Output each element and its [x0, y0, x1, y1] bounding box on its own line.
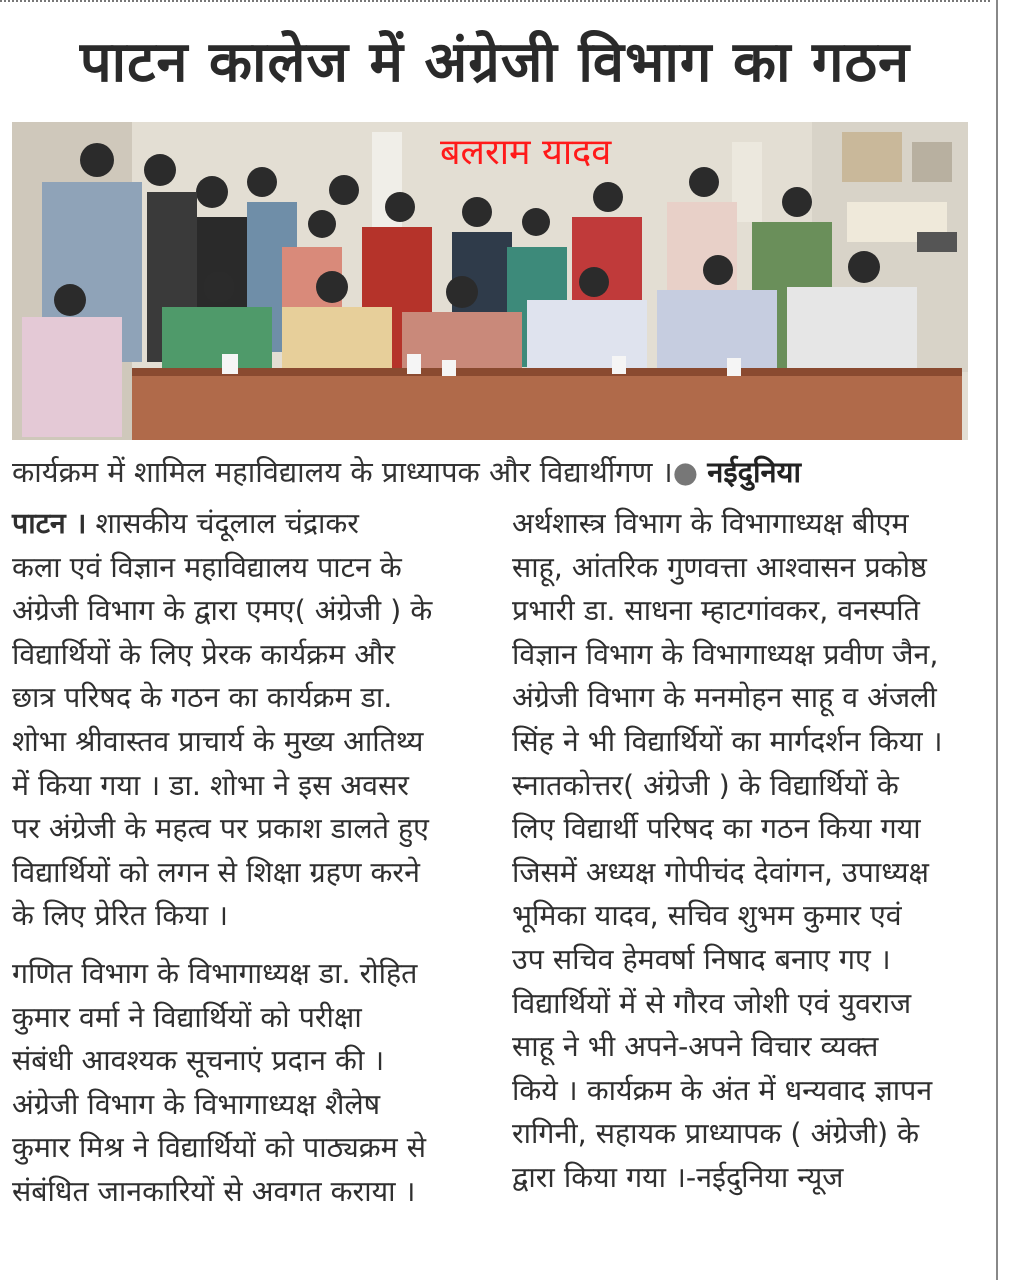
paragraph-gap	[12, 938, 472, 952]
article-line: लिए विद्यार्थी परिषद का गठन किया गया	[512, 812, 921, 846]
right-column-rule	[996, 0, 998, 1280]
article-line: अंग्रेजी विभाग के विभागाध्यक्ष शैलेष	[12, 1087, 381, 1121]
article-text: शासकीय चंदूलाल चंद्राकर	[86, 507, 359, 540]
article-line: विद्यार्थियों के लिए प्रेरक कार्यक्रम और	[12, 637, 396, 671]
caption-source: नईदुनिया	[707, 455, 801, 489]
article-line: अर्थशास्त्र विभाग के विभागाध्यक्ष बीएम	[512, 507, 909, 540]
article-line: संबंधित जानकारियों से अवगत कराया ।	[12, 1174, 416, 1208]
article-line: द्वारा किया गया ।-नईदुनिया न्यूज	[512, 1160, 844, 1194]
photo-caption	[12, 452, 801, 491]
article-line: में किया गया । डा. शोभा ने इस अवसर	[12, 768, 409, 802]
right-column	[512, 502, 982, 1200]
article-line: सिंह ने भी विद्यार्थियों का मार्गदर्शन किया ।	[512, 724, 943, 758]
caption-bullet: ●	[672, 455, 699, 489]
article-line: अंग्रेजी विभाग के द्वारा एमए( अंग्रेजी ) के	[12, 594, 433, 628]
photo-credit: बलराम यादव	[440, 132, 612, 173]
article-line: विद्यार्थियों में से गौरव जोशी एवं युवराज	[512, 986, 912, 1020]
article-line: कुमार वर्मा ने विद्यार्थियों को परीक्षा	[12, 1000, 362, 1034]
headline: पाटन कालेज में अंग्रेजी विभाग का गठन	[79, 30, 911, 95]
article-line: उप सचिव हेमवर्षा निषाद बनाए गए ।	[512, 942, 891, 976]
article-line: स्नातकोत्तर( अंग्रेजी ) के विद्यार्थियों के	[512, 768, 899, 802]
caption-text: कार्यक्रम में शामिल महाविद्यालय के प्राध्यापक और विद्यार्थीगण ।	[12, 455, 673, 489]
article-line: भूमिका यादव, सचिव शुभम कुमार एवं	[512, 899, 902, 933]
article-line: अंग्रेजी विभाग के मनमोहन साहू व अंजली	[512, 681, 937, 715]
article-line: पर अंग्रेजी के महत्व पर प्रकाश डालते हुए	[12, 812, 429, 846]
dateline-place: पाटन ।	[12, 507, 87, 540]
article-line	[12, 502, 472, 546]
left-paragraph-2	[12, 952, 472, 1214]
left-paragraph-1	[12, 502, 472, 938]
article-line: कला एवं विज्ञान महाविद्यालय पाटन के	[12, 550, 402, 584]
article-line: साहू ने भी अपने-अपने विचार व्यक्त	[512, 1030, 879, 1064]
article-line: विद्यार्थियों को लगन से शिक्षा ग्रहण करने	[12, 855, 420, 889]
article-line: जिसमें अध्यक्ष गोपीचंद देवांगन, उपाध्यक्ष	[512, 855, 929, 889]
article-line: रागिनी, सहायक प्राध्यापक ( अंग्रेजी) के	[512, 1117, 920, 1151]
article-line: कुमार मिश्र ने विद्यार्थियों को पाठ्यक्रम से	[12, 1131, 427, 1165]
article-line: छात्र परिषद के गठन का कार्यक्रम डा.	[12, 681, 393, 715]
article-line: शोभा श्रीवास्तव प्राचार्य के मुख्य आतिथ्य	[12, 724, 424, 758]
top-dotted-rule	[0, 0, 990, 6]
left-column	[12, 502, 472, 1214]
article-line: साहू, आंतरिक गुणवत्ता आश्वासन प्रकोष्ठ	[512, 550, 927, 584]
article-line: के लिए प्रेरित किया ।	[12, 899, 229, 933]
article-line: गणित विभाग के विभागाध्यक्ष डा. रोहित	[12, 956, 418, 990]
article-line: विज्ञान विभाग के विभागाध्यक्ष प्रवीण जैन,	[512, 637, 939, 671]
article-line: प्रभारी डा. साधना म्हाटगांवकर, वनस्पति	[512, 594, 920, 628]
article-line: संबंधी आवश्यक सूचनाएं प्रदान की ।	[12, 1044, 385, 1078]
article-line: किये । कार्यक्रम के अंत में धन्यवाद ज्ञापन	[512, 1073, 933, 1107]
